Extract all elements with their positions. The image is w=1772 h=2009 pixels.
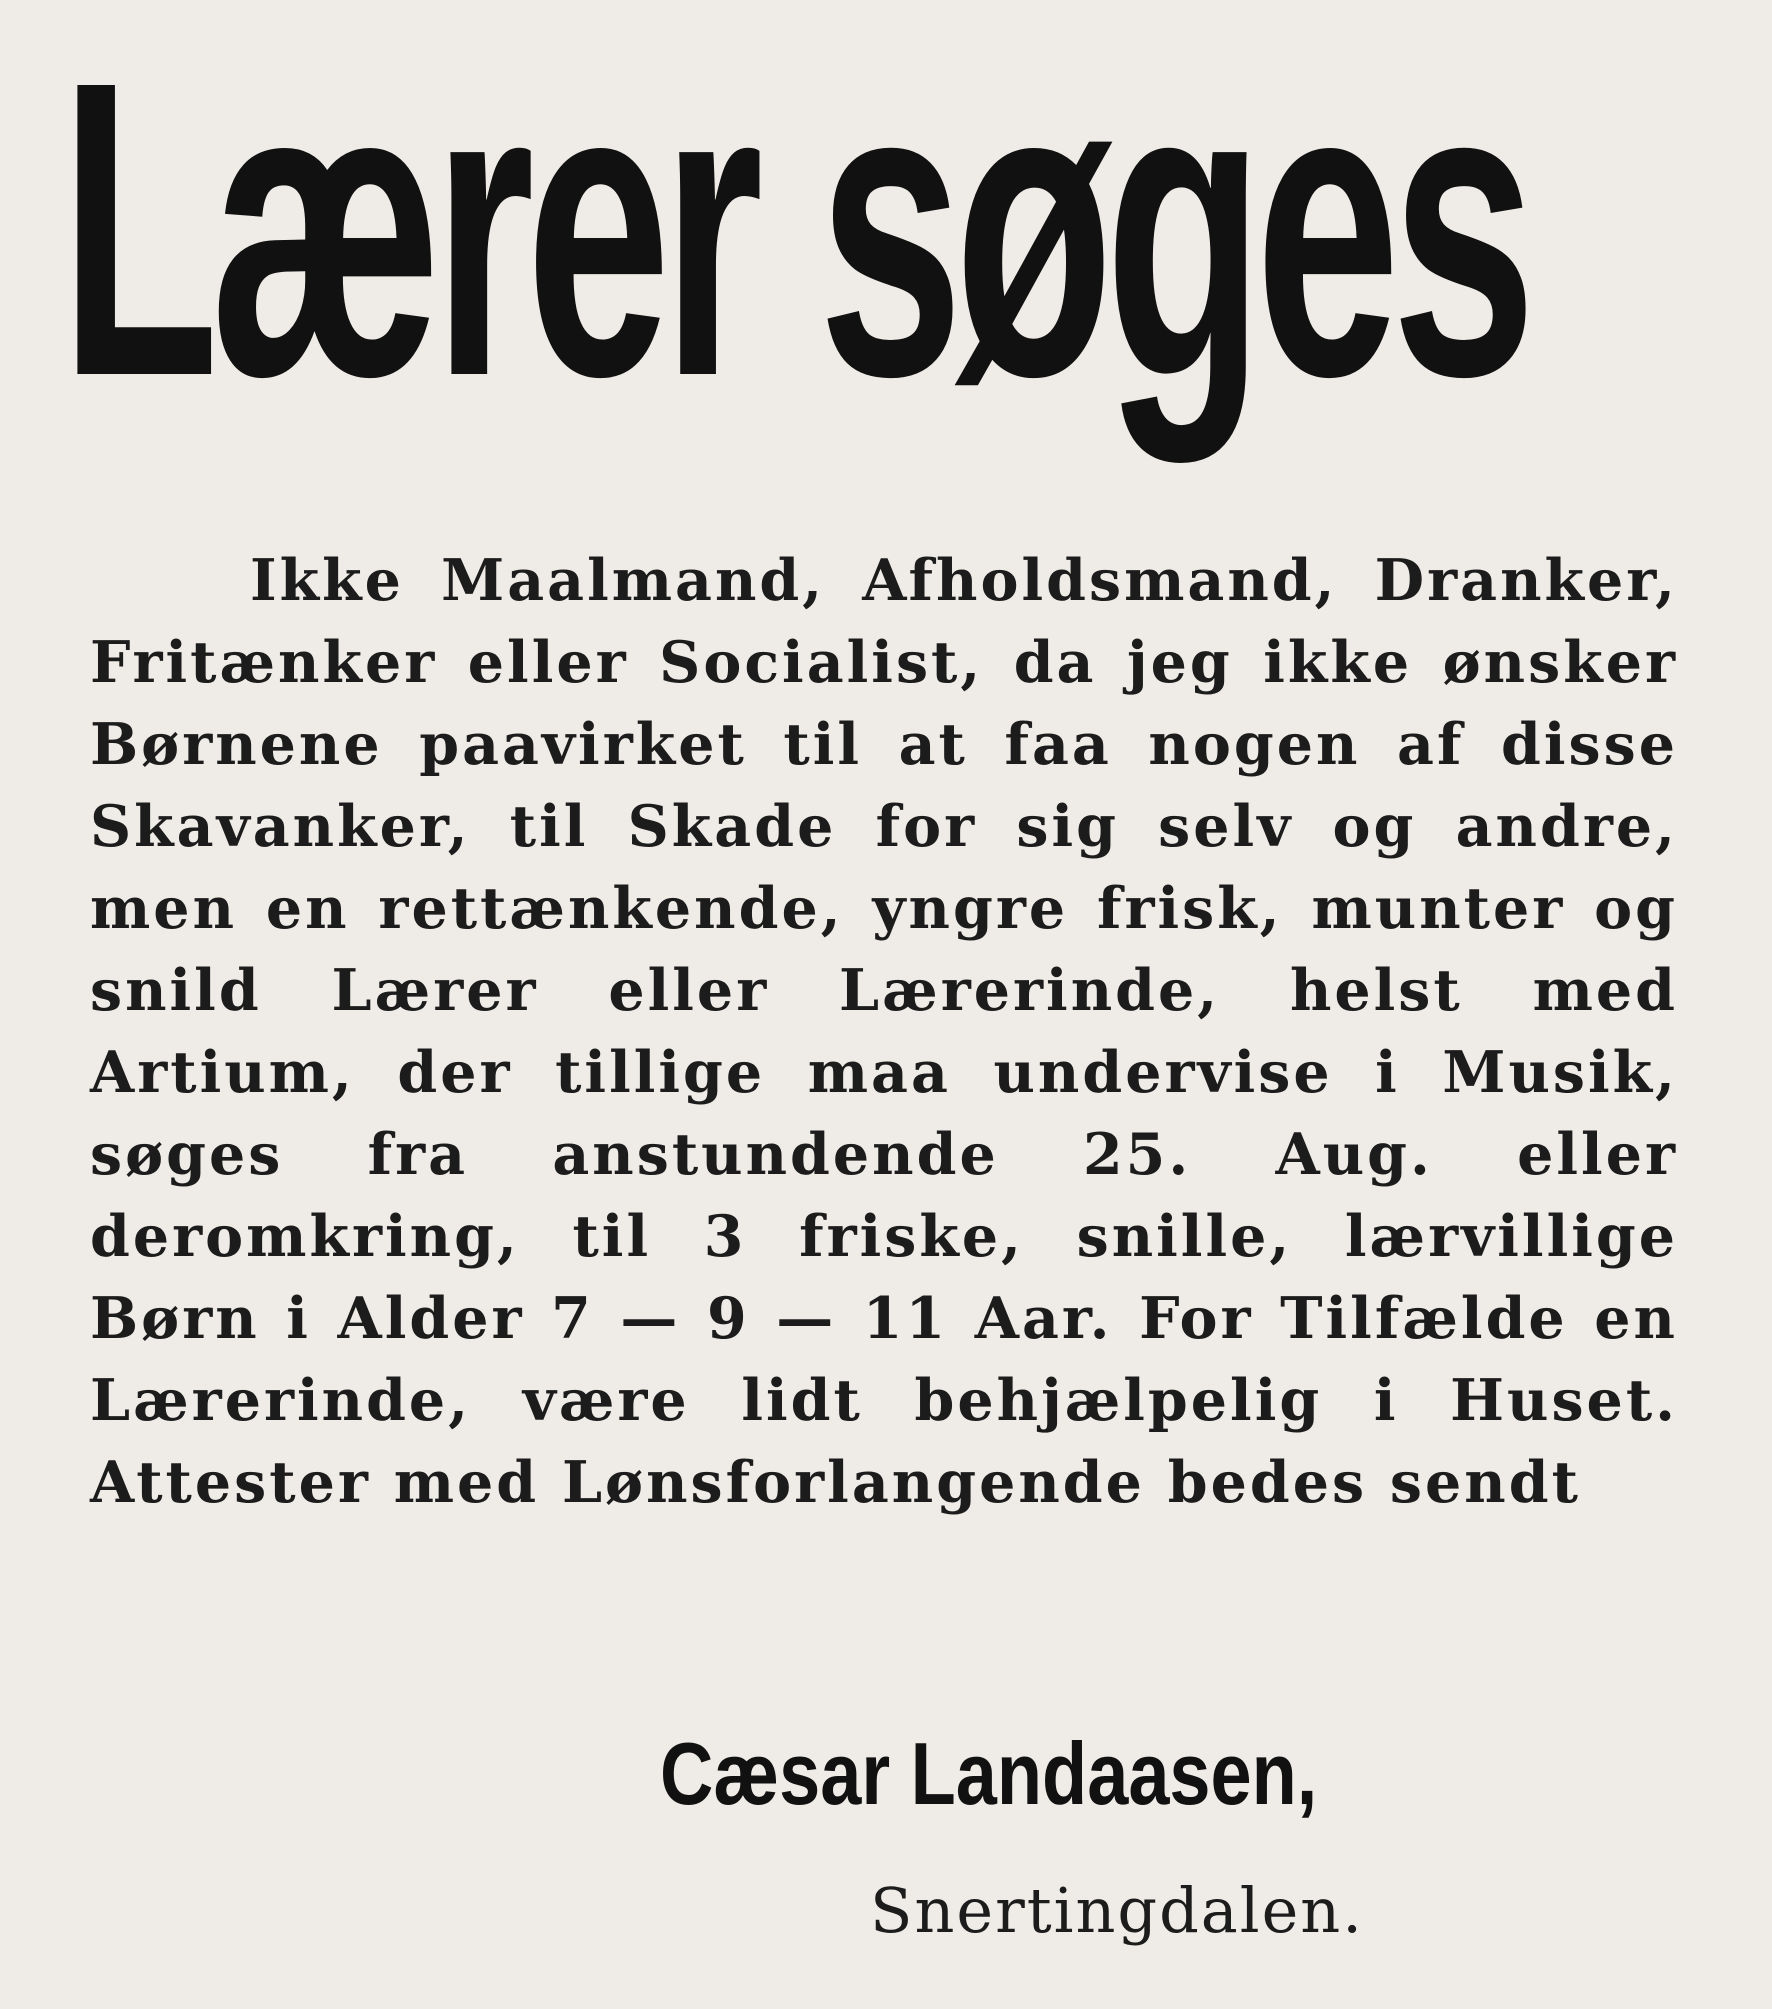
ad-headline: Lærer søges (60, 0, 1528, 464)
ad-body (90, 540, 1678, 1524)
signature-place: Snertingdalen. (870, 1874, 1364, 1947)
signature-name: Cæsar Landaasen, (660, 1724, 1318, 1823)
ad-body-text: Ikke Maalmand, Afholdsmand, Dranker, Fritænker eller Socialist, da jeg ikke ønsker Børnene paavirket til at faa nogen af disse Skavanker, til Skade for sig selv og andre, men en rettænkende, yngre frisk, munter og snild Lærer eller Lærerinde, helst med Artium, der tillige maa undervise i Musik, søges fra anstundende 25. Aug. eller deromkring, til 3 friske, snille, lærvillige Børn i Alder 7 — 9 — 11 Aar. For Tilfælde en Lærerinde, være lidt behjælpelig i Huset. Attester med Lønsforlangende bedes sendt (90, 547, 1678, 1516)
